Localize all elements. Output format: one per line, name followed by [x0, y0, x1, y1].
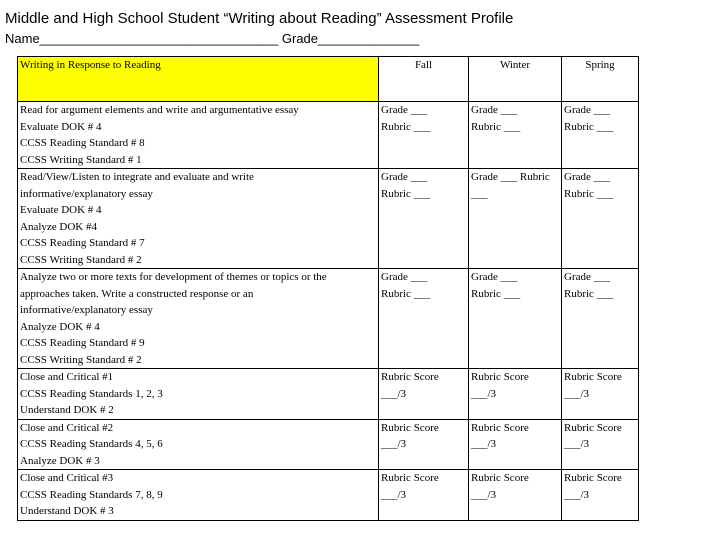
assessment-table — [17, 56, 639, 521]
row-description — [18, 102, 379, 169]
description-line: approaches taken. Write a constructed response or an — [20, 287, 254, 300]
description-line: Read/View/Listen to integrate and evaluate and write — [20, 171, 254, 183]
spring-score-cell[interactable] — [562, 269, 639, 369]
spring-score-text: Grade ___ — [564, 104, 611, 116]
winter-score-text: Rubric Score — [471, 371, 529, 383]
description-line: Close and Critical #3 — [20, 472, 114, 484]
fall-score-text: Rubric Score — [381, 421, 439, 434]
description-line: Read for argument elements and write and argumentative essay — [20, 104, 299, 116]
description-line: Evaluate DOK # 4 — [20, 120, 102, 133]
fall-score-cell[interactable] — [379, 269, 469, 369]
winter-score-cell[interactable] — [469, 269, 562, 369]
column-header-writing: Writing in Response to Reading — [18, 57, 379, 102]
spring-score-text: ___/3 — [564, 387, 590, 400]
winter-score-text: Grade ___ Rubric — [471, 171, 550, 183]
spring-score-cell[interactable] — [562, 169, 639, 269]
description-line: CCSS Reading Standards 4, 5, 6 — [20, 438, 163, 450]
spring-score-text: ___/3 — [564, 488, 590, 501]
fall-score-cell[interactable] — [379, 369, 469, 420]
winter-score-text: Grade ___ — [471, 271, 518, 283]
table-row — [18, 102, 639, 169]
description-line: CCSS Reading Standard # 9 — [20, 337, 145, 349]
fall-score-cell[interactable] — [379, 419, 469, 470]
winter-score-text: ___ — [471, 187, 488, 200]
description-line: informative/explanatory essay — [20, 187, 153, 200]
spring-score-cell[interactable] — [562, 369, 639, 420]
spring-score-text: Grade ___ — [564, 271, 611, 283]
description-line: CCSS Writing Standard # 2 — [20, 253, 142, 266]
fall-score-cell[interactable] — [379, 102, 469, 169]
winter-score-cell[interactable] — [469, 419, 562, 470]
fall-score-cell[interactable] — [379, 169, 469, 269]
table-row — [18, 369, 639, 420]
fall-score-text: Rubric ___ — [381, 187, 431, 200]
spring-score-text: Rubric Score — [564, 421, 622, 434]
description-line: CCSS Writing Standard # 2 — [20, 353, 142, 366]
fall-score-text: Grade ___ — [381, 271, 428, 283]
description-line: Understand DOK # 3 — [20, 505, 114, 517]
description-line: CCSS Reading Standards 1, 2, 3 — [20, 387, 163, 400]
description-line: CCSS Reading Standards 7, 8, 9 — [20, 488, 163, 501]
row-description — [18, 169, 379, 269]
spring-score-text: Rubric Score — [564, 472, 622, 484]
fall-score-text: Rubric Score — [381, 371, 439, 383]
spring-score-text: Rubric ___ — [564, 287, 614, 300]
description-line: CCSS Reading Standard # 7 — [20, 237, 145, 249]
description-line: CCSS Reading Standard # 8 — [20, 137, 145, 149]
winter-score-text: ___/3 — [471, 438, 497, 450]
name-grade-line: Name_________________________________ Grade______________ — [5, 31, 420, 46]
table-row — [18, 470, 639, 521]
winter-score-cell[interactable] — [469, 102, 562, 169]
table-row — [18, 169, 639, 269]
header-row — [18, 57, 639, 102]
column-header-fall: Fall — [379, 57, 469, 102]
description-line: informative/explanatory essay — [20, 304, 153, 316]
spring-score-text: Rubric ___ — [564, 187, 614, 200]
winter-score-text: Rubric Score — [471, 472, 529, 484]
fall-score-text: Rubric ___ — [381, 120, 431, 133]
winter-score-text: Rubric ___ — [471, 120, 521, 133]
spring-score-text: Grade ___ — [564, 171, 611, 183]
winter-score-text: ___/3 — [471, 387, 497, 400]
fall-score-text: Rubric ___ — [381, 287, 431, 300]
table-row — [18, 419, 639, 470]
winter-score-text: Rubric Score — [471, 421, 529, 434]
fall-score-text: ___/3 — [381, 438, 407, 450]
winter-score-text: ___/3 — [471, 488, 497, 501]
spring-score-text: ___/3 — [564, 438, 590, 450]
description-line: CCSS Writing Standard # 1 — [20, 153, 142, 166]
description-line: Analyze two or more texts for development of themes or topics or the — [20, 271, 327, 283]
fall-score-cell[interactable] — [379, 470, 469, 521]
column-header-spring: Spring — [562, 57, 639, 102]
winter-score-cell[interactable] — [469, 169, 562, 269]
spring-score-cell[interactable] — [562, 419, 639, 470]
description-line: Evaluate DOK # 4 — [20, 204, 102, 216]
row-description — [18, 269, 379, 369]
winter-score-cell[interactable] — [469, 470, 562, 521]
column-header-winter: Winter — [469, 57, 562, 102]
row-description — [18, 369, 379, 420]
winter-score-cell[interactable] — [469, 369, 562, 420]
page-title: Middle and High School Student “Writing about Reading” Assessment Profile — [5, 10, 514, 27]
row-description — [18, 419, 379, 470]
spring-score-text: Rubric ___ — [564, 120, 614, 133]
fall-score-text: ___/3 — [381, 488, 407, 501]
fall-score-text: Grade ___ — [381, 171, 428, 183]
winter-score-text: Grade ___ — [471, 104, 518, 116]
fall-score-text: Rubric Score — [381, 472, 439, 484]
spring-score-text: Rubric Score — [564, 371, 622, 383]
table-row — [18, 269, 639, 369]
description-line: Analyze DOK #4 — [20, 220, 97, 233]
fall-score-text: ___/3 — [381, 387, 407, 400]
description-line: Understand DOK # 2 — [20, 404, 114, 416]
spring-score-cell[interactable] — [562, 102, 639, 169]
description-line: Close and Critical #2 — [20, 421, 114, 434]
fall-score-text: Grade ___ — [381, 104, 428, 116]
description-line: Close and Critical #1 — [20, 371, 114, 383]
row-description — [18, 470, 379, 521]
winter-score-text: Rubric ___ — [471, 287, 521, 300]
description-line: Analyze DOK # 4 — [20, 320, 100, 333]
spring-score-cell[interactable] — [562, 470, 639, 521]
description-line: Analyze DOK # 3 — [20, 454, 100, 467]
